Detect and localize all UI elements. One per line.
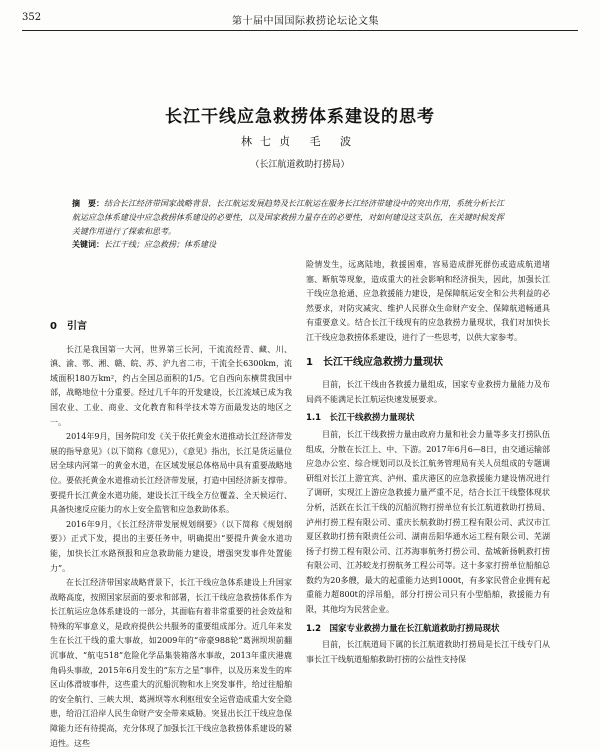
left-column [50, 310, 292, 751]
page-number: 352 [22, 12, 42, 23]
keywords-text: 长江干线；应急救捞；体系建设 [104, 240, 216, 249]
authors: 林七贞 毛 波 [241, 135, 359, 148]
section-heading-intro: 0 引言 [50, 321, 87, 332]
running-header [22, 12, 578, 30]
paragraph: 2016年9月，《长江经济带发展规划纲要》（以下简称《规划纲要》）正式下发，提出的主要任务中，明确提出“要提升黄金水道功能，加快长江水路预报和应急救助能力建设，增强突发事件处置能力”。 [50, 519, 292, 573]
running-title: 第十届中国国际救捞论坛论文集 [232, 16, 379, 27]
paragraph: 目前，长江干线救捞力量由政府力量和社会力量等多支打捞队伍组成，分散在长江上、中、下游。2017年6月6—8日，由交通运输部应急办公室、综合规划司以及长江航务管理局有关人员组成的专题调研组对长江上游宜宾、泸州、重庆港区的应急救援能力建设情况进行了调研，实现江上游应急救援力量严重不足，结合长江干线整体现状分析，活跃在长江干线的沉船沉物打捞单位有长江航道救助打捞局、泸州打捞工程有限公司、重庆长航救助打捞工程有限公司、武汉市江夏区救助打捞有限责任公司、湖南岳阳华通水运工程有限公司、芜湖扬子打捞工程有限公司、江苏海事航务打捞公司、盐城新扬帆救打捞有限公司、江苏蛟龙打捞航务工程公司等。这十多家打捞单位船舶总数约为20多艘，最大的起重能力达到1000t，有多家民营企业拥有起重能力超800t的浮吊船，部分打捞公司只有小型船舶，救援能力有限，其他均为民营企业。 [306, 429, 550, 615]
paper-title: 长江干线应急救捞体系建设的思考 [165, 107, 435, 127]
subsection-heading-1-2: 1.2 国家专业救捞力量在长江航道救助打捞局现状 [306, 623, 500, 634]
keywords [72, 239, 510, 250]
abstract-label: 摘 要： [72, 198, 104, 208]
header-rule [22, 30, 578, 31]
paragraph: 目前，长江航道局下属的长江航道救助打捞局是长江干线专门从事长江干线航道船舶救助打捞的公益性支持保 [306, 640, 550, 664]
affiliation: （长江航道救助打捞局） [250, 160, 350, 170]
paragraph: 2014年9月，国务院印发《关于依托黄金水道推动长江经济带发展的指导意见》（以下简称《意见》），《意见》指出，长江是货运量位居全球内河第一的黄金水道，在区域发展总体格局中具有重要战略地位。要依托黄金水道推动长江经济带发展，打造中国经济新支撑带。要提升长江黄金水道功能，建设长江干线全方位覆盖、全天候运行、具备快速反应能力的水上安全监管和应急救助体系。 [50, 432, 292, 515]
subsection-heading-1-1: 1.1 长江干线救捞力量现状 [306, 413, 415, 424]
section-heading-1: 1 长江干线应急救捞力量现状 [306, 356, 443, 368]
paragraph: 在长江经济带国家战略背景下，长江干线应急体系建设上升国家战略高度，按照国家层面的要求和部署，长江干线应急救捞体系作为长江航运应急体系建设的一部分，其面临有着非常重要的社会效益和特殊的军事意义，是政府提供公共服务的重要组成部分。近几年来发生在长江干线的重大事故，如2009年的“帝豪988轮”葛洲坝坝前翻沉事故、“航屯518”危险化学品集装箱落水事故，2013年重庆港鹿角码头事故，2015年6月发生的“东方之星”事件，以及历来发生的库区山体滑坡事件，这些重大的沉船沉物和水上突发事件，给过往船舶的安全航行、三峡大坝、葛洲坝等水利枢纽安全运营造成重大安全隐患，给沿江沿岸人民生命财产安全带来威胁。突显出长江干线应急保障能力还有待提高，充分体现了加强长江干线应急救捞体系建设的紧迫性。这些 [50, 578, 292, 748]
paragraph: 长江是我国第一大河，世界第三长河，干流流经青、藏、川、滇、渝、鄂、湘、赣、皖、苏、沪九省二市，干流全长6300km，流域面积180万km²，约占全国总面积的1/5。它自西向东横贯我国中部，战略地位十分重要。经过几千年的开发建设，长江流域已成为我国农业、工业、商业、文化教育和科学技术等方面最发达的地区之一。 [50, 344, 292, 427]
right-column [306, 258, 550, 667]
paragraph: 目前，长江干线由各救援力量组成，国家专业救捞力量能力及布局尚不能满足长江航运快速发展要求。 [306, 380, 550, 404]
paragraph-continued: 险情发生，远离陆地，救援困难，容易造成群死群伤或造成航道堵塞、断航等现象，造成重大的社会影响和经济损失，因此，加强长江干线应急抢通、应急救援能力建设，是保障航运安全和公共利益的必然要求，对防灾减灾、维护人民群众生命财产安全、保障航道畅通具有重要意义。结合长江干线现有的应急救捞力量现状，我们对加快长江干线应急救捞体系建设，进行了一些思考，以供大家参考。 [306, 260, 550, 342]
abstract-text: 结合长江经济带国家战略背景、长江航运发展趋势及长江航运在服务长江经济带建设中的突出作用，系统分析长江航运应急体系建设中应急救捞体系建设的必要性，以及国家救捞力量存在的必要性，对如何建设这支队伍，在关键时候发挥关键作用进行了探索和思考。 [72, 199, 504, 236]
abstract [72, 196, 510, 239]
keywords-label: 关键词： [72, 239, 104, 249]
